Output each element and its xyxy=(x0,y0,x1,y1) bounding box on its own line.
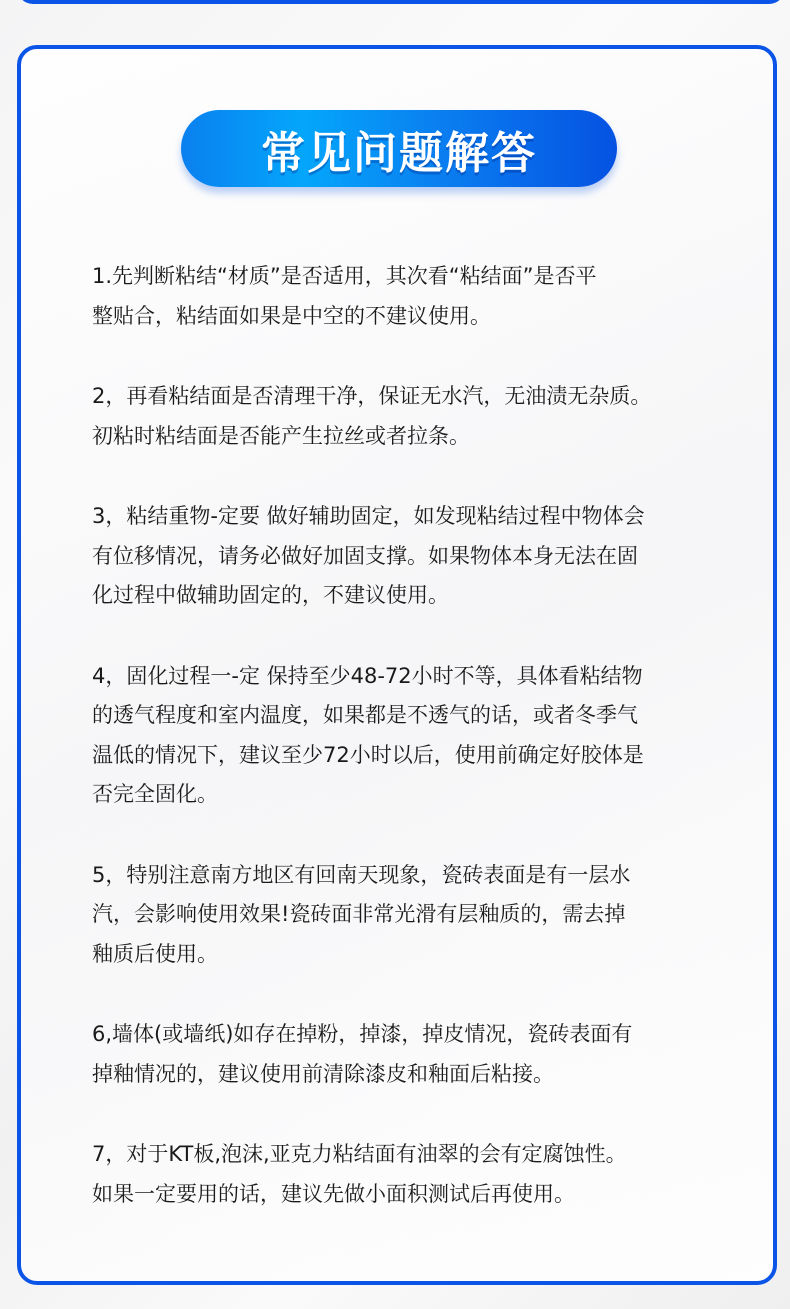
faq-text-line: 化过程中做辅助固定的，不建议使用。 xyxy=(92,583,449,607)
faq-item xyxy=(92,657,651,815)
faq-text-line: 否完全固化。 xyxy=(92,782,218,806)
faq-text-line: 整贴合，粘结面如果是中空的不建议使用。 xyxy=(92,303,491,328)
faq-text-line: 1.先判断粘结“材质”是否适用，其次看“粘结面”是否平 xyxy=(92,264,597,288)
faq-text-line: 温低的情况下，建议至少72小时以后，使用前确定好胶体是 xyxy=(92,742,644,767)
faq-text-line: 如果一定要用的话，建议先做小面积测试后再使用。 xyxy=(92,1181,575,1206)
faq-text-line: 的透气程度和室内温度，如果都是不透气的话，或者冬季气 xyxy=(92,703,638,727)
faq-text-line: 7，对于KT板,泡沫,亚克力粘结面有油翠的会有定腐蚀性。 xyxy=(92,1142,627,1166)
faq-text-line: 初粘时粘结面是否能产生拉丝或者拉条。 xyxy=(92,423,470,448)
faq-text-line: 4，固化过程一-定 保持至少48-72小时不等，具体看粘结物 xyxy=(92,663,643,688)
faq-text-line: 6,墙体(或墙纸)如存在掉粉，掉漆，掉皮情况，瓷砖表面有 xyxy=(92,1022,633,1046)
faq-title-banner xyxy=(181,110,617,187)
faq-item xyxy=(92,497,651,616)
faq-item xyxy=(92,1015,651,1094)
faq-text-line: 2，再看粘结面是否清理干净，保证无水汽，无油渍无杂质。 xyxy=(92,384,652,408)
faq-text-line: 釉质后使用。 xyxy=(92,941,218,966)
faq-list xyxy=(92,257,651,1255)
faq-item xyxy=(92,377,651,456)
faq-item xyxy=(92,257,651,336)
faq-text-line: 有位移情况，请务必做好加固支撑。如果物体本身无法在固 xyxy=(92,543,638,568)
faq-item xyxy=(92,856,651,975)
faq-text-line: 5，特别注意南方地区有回南天现象，瓷砖表面是有一层水 xyxy=(92,862,631,887)
faq-title: 常见问题解答 xyxy=(261,127,537,179)
previous-section-border xyxy=(17,0,785,4)
faq-card xyxy=(17,45,777,1285)
faq-text-line: 3，粘结重物-定要 做好辅助固定，如发现粘结过程中物体会 xyxy=(92,504,645,528)
faq-text-line: 掉釉情况的，建议使用前清除漆皮和釉面后粘接。 xyxy=(92,1061,554,1086)
faq-text-line: 汽，会影响使用效果!瓷砖面非常光滑有层釉质的，需去掉 xyxy=(92,902,626,926)
faq-item xyxy=(92,1135,651,1214)
